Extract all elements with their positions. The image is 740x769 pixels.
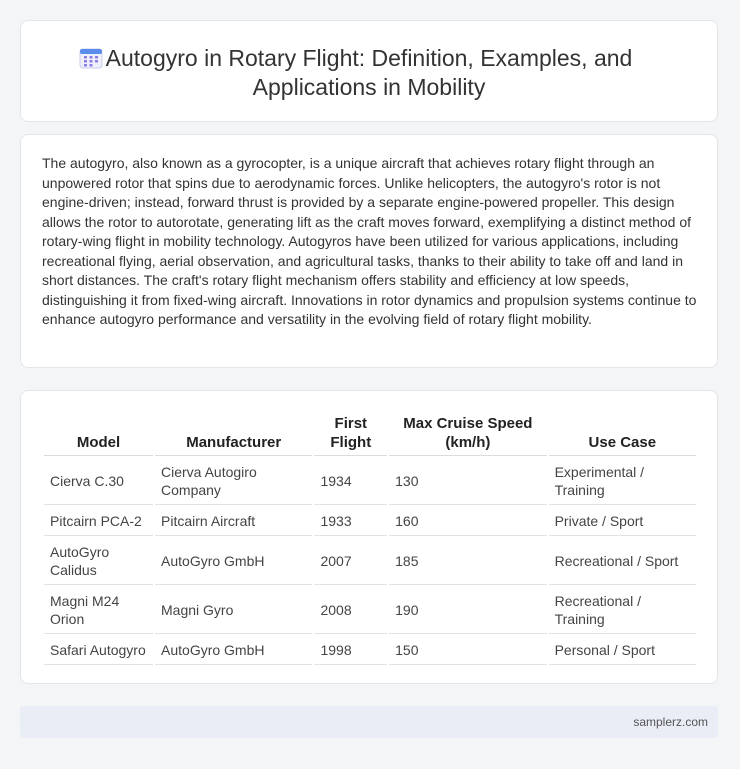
cell-model: Safari Autogyro xyxy=(44,636,153,665)
column-header-manufacturer: Manufacturer xyxy=(155,414,312,456)
cell-max-speed: 160 xyxy=(389,507,546,536)
cell-first-flight: 1934 xyxy=(314,458,387,505)
title-card xyxy=(20,20,718,122)
cell-first-flight: 1998 xyxy=(314,636,387,665)
cell-manufacturer: Pitcairn Aircraft xyxy=(155,507,312,536)
table-row xyxy=(44,507,696,536)
table-card xyxy=(20,390,718,684)
table-header-row xyxy=(44,414,696,456)
cell-first-flight: 2008 xyxy=(314,587,387,634)
cell-max-speed: 150 xyxy=(389,636,546,665)
description-card xyxy=(20,134,718,368)
description-text: The autogyro, also known as a gyrocopter, is a unique aircraft that achieves rotary flight through an unpowered rotor that spins due to aerodynamic forces. Unlike helicopters, the autogyro's rotor is not engine-driven; instead, forward thrust is provided by a separate engine-powered propeller. This design allows the rotor to autorotate, generating lift as the craft moves forward, exemplifying a distinct method of rotary-wing flight in mobility technology. Autogyros have been utilized for various applications, including recreational flying, aerial observation, and agricultural tasks, thanks to their ability to take off and land in short distances. The craft's rotary flight mechanism offers stability and efficiency at low speeds, distinguishing it from fixed-wing aircraft. Innovations in rotor dynamics and propulsion systems continue to enhance autogyro performance and versatility in the evolving field of rotary flight mobility. xyxy=(42,155,697,327)
cell-first-flight: 2007 xyxy=(314,538,387,585)
table-row xyxy=(44,636,696,665)
column-header-model: Model xyxy=(44,414,153,456)
cell-use-case: Recreational / Training xyxy=(549,587,696,634)
autogyro-table xyxy=(42,412,698,667)
table-row xyxy=(44,587,696,634)
cell-use-case: Personal / Sport xyxy=(549,636,696,665)
table-row xyxy=(44,458,696,505)
cell-max-speed: 185 xyxy=(389,538,546,585)
footer-bar xyxy=(20,706,718,738)
cell-model: Magni M24 Orion xyxy=(44,587,153,634)
page-title-line2: Applications in Mobility xyxy=(252,74,486,100)
page-title xyxy=(21,44,717,102)
cell-max-speed: 190 xyxy=(389,587,546,634)
column-header-use-case: Use Case xyxy=(549,414,696,456)
page-title-line1: Autogyro in Rotary Flight: Definition, Examples, and xyxy=(105,45,633,71)
column-header-max-cruise-speed: Max Cruise Speed (km/h) xyxy=(389,414,546,456)
cell-manufacturer: AutoGyro GmbH xyxy=(155,538,312,585)
cell-model: AutoGyro Calidus xyxy=(44,538,153,585)
table-row xyxy=(44,538,696,585)
cell-model: Pitcairn PCA-2 xyxy=(44,507,153,536)
cell-manufacturer: AutoGyro GmbH xyxy=(155,636,312,665)
cell-manufacturer: Cierva Autogiro Company xyxy=(155,458,312,505)
cell-max-speed: 130 xyxy=(389,458,546,505)
cell-manufacturer: Magni Gyro xyxy=(155,587,312,634)
cell-first-flight: 1933 xyxy=(314,507,387,536)
cell-model: Cierva C.30 xyxy=(44,458,153,505)
footer-site-link[interactable]: samplerz.com xyxy=(633,715,708,729)
cell-use-case: Recreational / Sport xyxy=(549,538,696,585)
column-header-first-flight: First Flight xyxy=(314,414,387,456)
cell-use-case: Experimental / Training xyxy=(549,458,696,505)
cell-use-case: Private / Sport xyxy=(549,507,696,536)
